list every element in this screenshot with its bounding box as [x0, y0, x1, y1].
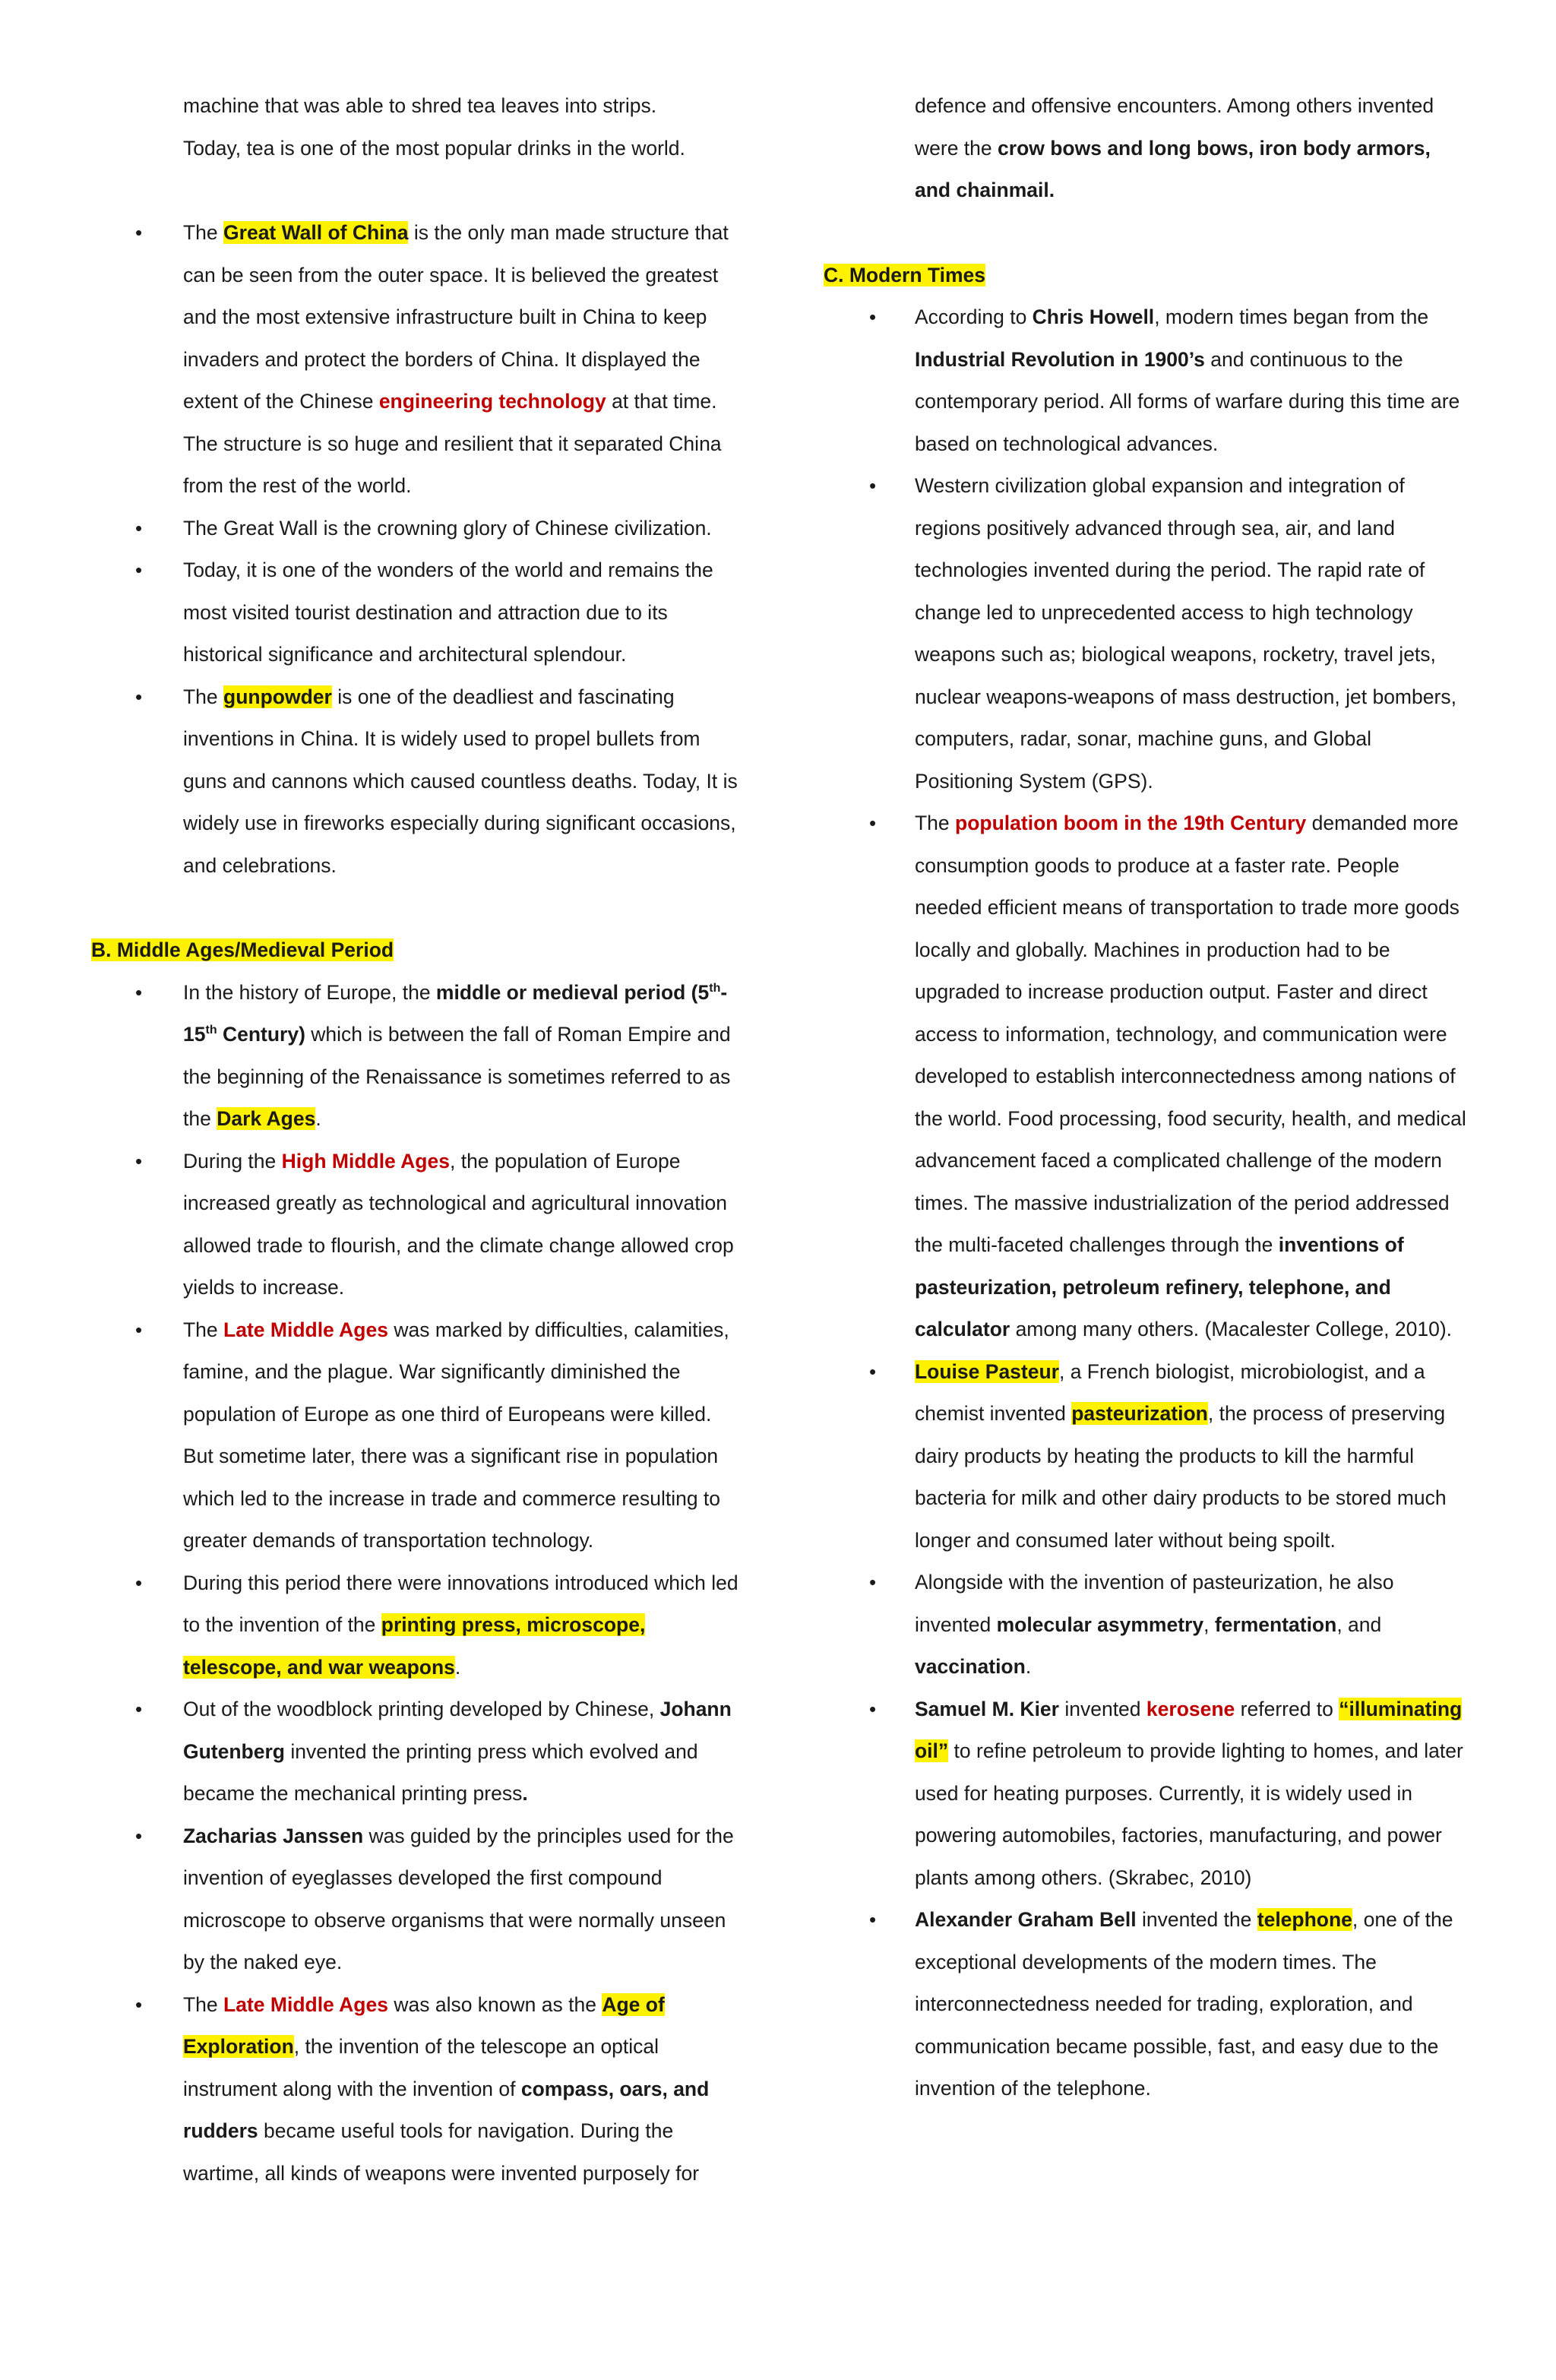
highlight-illuminating-oil: “illuminating oil”	[915, 1697, 1463, 1762]
list-item-gunpowder: • The gunpowder is one of the deadliest and fascinating inventions in China. It is widely used to propel bullets from guns and cannons which caused countless deaths. Today, It is widely use in fireworks especially during significant occasions, and celebrations.	[91, 676, 745, 888]
highlight-dark-ages: Dark Ages	[217, 1107, 316, 1130]
term-engineering-technology: engineering technology	[378, 390, 606, 413]
list-item-samuel-kier: • Samuel M. Kier invented kerosene referred to “illuminating oil” to refine petroleum to provide lighting to homes, and later used for heating purposes. Currently, it is widely used in powering automobiles, factories, manufacturing, and power plants among others. (Skrabec, 2010)	[824, 1688, 1469, 1900]
list-item-late-middle-ages: • The Late Middle Ages was marked by difficulties, calamities, famine, and the plague. War significantly diminished the population of Europe as one third of Europeans were killed. But sometime later, there was a significant rise in population which led to the increase in trade and commerce resulting to greater demands of transportation technology.	[91, 1309, 745, 1562]
highlight-inventions: printing press, microscope, telescope, and war weapons	[183, 1613, 646, 1679]
list-item-medieval-period: • In the history of Europe, the middle or medieval period (5th-15th Century) which is between the fall of Roman Empire and the beginning of the Renaissance is sometimes referred to as the Dark Ages.	[91, 972, 745, 1141]
list-item-louise-pasteur: • Louise Pasteur, a French biologist, microbiologist, and a chemist invented pasteurization, the process of preserving dairy products by heating the products to kill the harmful bacteria for milk and other dairy products to be stored much longer and consumed later without being spoilt.	[824, 1351, 1469, 1562]
list-item-chris-howell: • According to Chris Howell, modern times began from the Industrial Revolution in 1900’s and continuous to the contemporary period. All forms of warfare during this time are based on technological advances.	[824, 296, 1469, 465]
left-column	[91, 85, 745, 2195]
list-item-wonders: • Today, it is one of the wonders of the world and remains the most visited tourist destination and attraction due to its historical significance and architectural splendour.	[91, 549, 745, 676]
right-column	[824, 85, 1469, 2110]
section-heading-middle-ages: B. Middle Ages/Medieval Period	[91, 938, 394, 961]
highlight-gunpowder: gunpowder	[223, 685, 332, 708]
highlight-great-wall: Great Wall of China	[223, 221, 409, 244]
continued-paragraph: defence and offensive encounters. Among others invented were the crow bows and long bows, iron body armors, and chainmail.	[915, 94, 1434, 201]
list-item-high-middle-ages: • During the High Middle Ages, the population of Europe increased greatly as technological and agricultural innovation allowed trade to flourish, and the climate change allowed crop yields to increase.	[91, 1141, 745, 1309]
list-item-western-civilization: • Western civilization global expansion and integration of regions positively advanced through sea, air, and land technologies invented during the period. The rapid rate of change led to unprecedented access to high technology weapons such as; biological weapons, rocketry, travel jets, nuclear weapons-weapons of mass destruction, jet bombers, computers, radar, sonar, machine guns, and Global Positioning System (GPS).	[824, 465, 1469, 802]
list-item-age-of-exploration: • The Late Middle Ages was also known as the Age of Exploration, the invention of the telescope an optical instrument along with the invention of compass, oars, and rudders became useful tools for navigation. During the wartime, all kinds of weapons were invented purposely for	[91, 1984, 745, 2195]
list-item-great-wall: • The Great Wall of China is the only man made structure that can be seen from the outer space. It is believed the greatest and the most extensive infrastructure built in China to keep invaders and protect the borders of China. It displayed the extent of the Chinese engineering technology at that time. The structure is so huge and resilient that it separated China from the rest of the world.	[91, 212, 745, 508]
highlight-telephone: telephone	[1257, 1908, 1352, 1931]
list-item-janssen: • Zacharias Janssen was guided by the principles used for the invention of eyeglasses developed the first compound microscope to observe organisms that were normally unseen by the naked eye.	[91, 1815, 745, 1984]
list-item-crowning-glory: • The Great Wall is the crowning glory of Chinese civilization.	[91, 508, 745, 550]
highlight-pasteurization: pasteurization	[1071, 1402, 1208, 1425]
intro-paragraph: machine that was able to shred tea leaves into strips. Today, tea is one of the most popular drinks in the world.	[183, 94, 685, 160]
list-item-population-boom: • The population boom in the 19th Century demanded more consumption goods to produce at a faster rate. People needed efficient means of transportation to trade more goods locally and globally. Machines in production had to be upgraded to increase production output. Faster and direct access to information, technology, and communication were developed to establish interconnectedness among nations of the world. Food processing, food security, health, and medical advancement faced a complicated challenge of the modern times. The massive industrialization of the period addressed the multi-faceted challenges through the inventions of pasteurization, petroleum refinery, telephone, and calculator among many others. (Macalester College, 2010).	[824, 802, 1469, 1351]
list-item-pasteur-inventions: • Alongside with the invention of pasteurization, he also invented molecular asymmetry, fermentation, and vaccination.	[824, 1562, 1469, 1688]
list-item-innovations: • During this period there were innovations introduced which led to the invention of the printing press, microscope, telescope, and war weapons.	[91, 1562, 745, 1689]
list-item-graham-bell: • Alexander Graham Bell invented the telephone, one of the exceptional developments of the modern times. The interconnectedness needed for trading, exploration, and communication became possible, fast, and easy due to the invention of the telephone.	[824, 1899, 1469, 2110]
list-item-gutenberg: • Out of the woodblock printing developed by Chinese, Johann Gutenberg invented the printing press which evolved and became the mechanical printing press.	[91, 1688, 745, 1815]
section-heading-modern-times: C. Modern Times	[824, 263, 986, 286]
highlight-age-of-exploration: Age of Exploration	[183, 1992, 665, 2058]
highlight-louise-pasteur: Louise Pasteur	[915, 1359, 1059, 1383]
